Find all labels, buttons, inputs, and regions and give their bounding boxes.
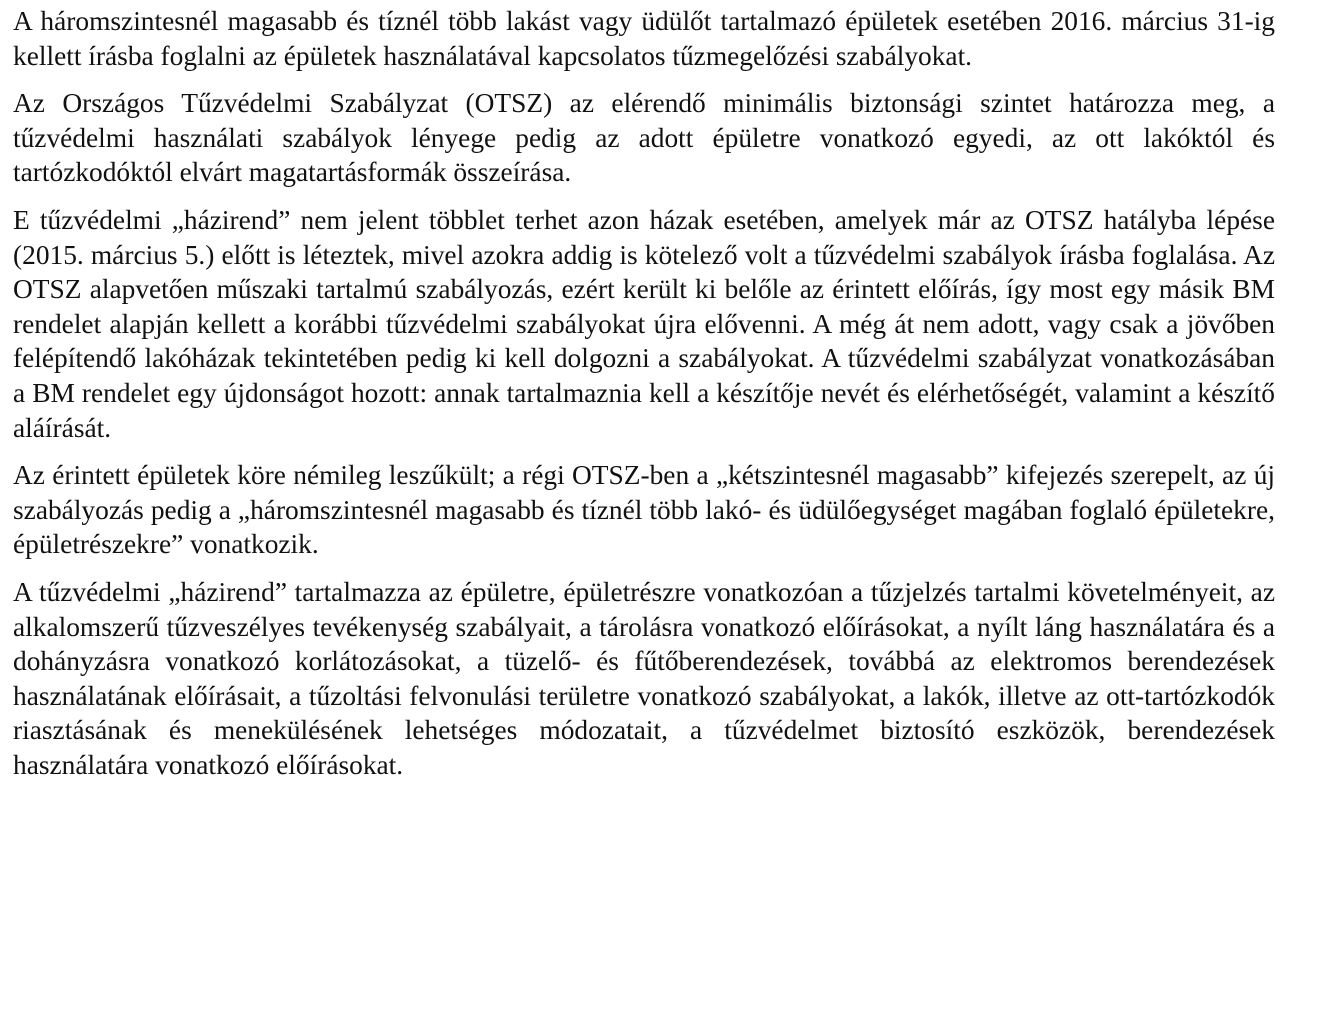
paragraph-otsz-purpose: Az Országos Tűzvédelmi Szabályzat (OTSZ) az elérendő minimális biztonsági szintet határozza meg, a tűzvédelmi használati szabályok lényege pedig az adott épületre vonatkozó egyedi, az ott lakóktól és tartózkodóktól elvárt magatartásformák összeírása. [13, 88, 1275, 188]
paragraph-deadline: A háromszintesnél magasabb és tíznél több lakást vagy üdülőt tartalmazó épületek esetében 2016. március 31-ig kellett írásba foglalni az épületek használatával kapcsolatos tűzmegelőzési szabályokat. [13, 6, 1275, 71]
paragraph-affected-buildings: Az érintett épületek köre némileg leszűkült; a régi OTSZ-ben a „kétszintesnél magasabb” kifejezés szerepelt, az új szabályozás pedig a „háromszintesnél magasabb és tíznél több lakó- és üdülőegységet magában foglaló épületekre, épületrészekre” vonatkozik. [13, 460, 1275, 560]
paragraph-house-rules: E tűzvédelmi „házirend” nem jelent többlet terhet azon házak esetében, amelyek már az OTSZ hatályba lépése (2015. március 5.) előtt is léteztek, mivel azokra addig is kötelező volt a tűzvédelmi szabályok írásba foglalása. Az OTSZ alapvetően műszaki tartalmú szabályozás, ezért került ki belőle az érintett előírás, így most egy másik BM rendelet alapján kellett a korábbi tűzvédelmi szabályokat újra elővenni. A még át nem adott, vagy csak a jövőben felépítendő lakóházak tekintetében pedig ki kell dolgozni a szabályokat. A tűzvédelmi szabályzat vonatkozásában a BM rendelet egy újdonságot hozott: annak tartalmaznia kell a készítője nevét és elérhetőségét, valamint a készítő aláírását. [13, 204, 1275, 443]
paragraph-rules-content: A tűzvédelmi „házirend” tartalmazza az épületre, épületrészre vonatkozóan a tűzjelzés tartalmi követelményeit, az alkalomszerű tűzveszélyes tevékenység szabályait, a tárolásra vonatkozó előírásokat, a nyílt láng használatára és a dohányzásra vonatkozó korlátozásokat, a tüzelő- és fűtőberendezések, továbbá az elektromos berendezések használatának előírásait, a tűzoltási felvonulási területre vonatkozó szabályokat, a lakók, illetve az ott-tartózkodók riasztásának és menekülésének lehetséges módozatait, a tűzvédelmet biztosító eszközök, berendezések használatára vonatkozó előírásokat. [13, 576, 1275, 780]
